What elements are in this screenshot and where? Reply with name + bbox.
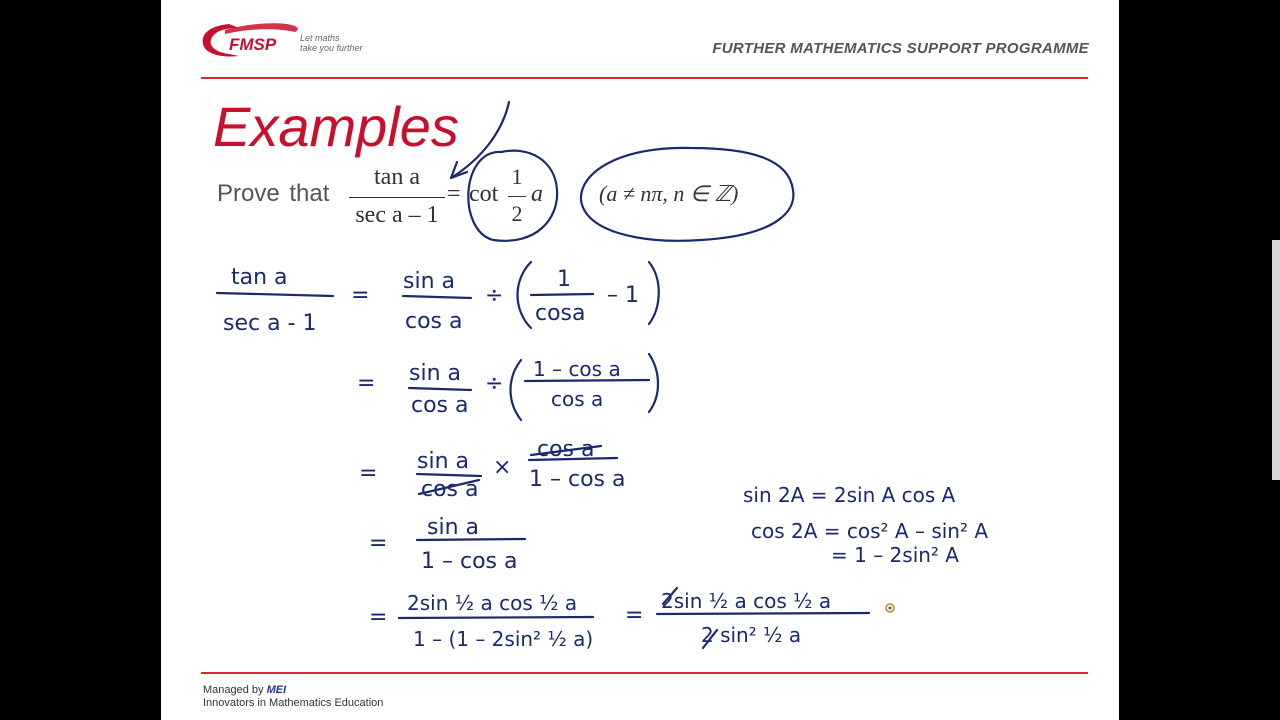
svg-text:=: = <box>625 603 644 628</box>
prove-label: Prove that <box>217 180 330 207</box>
l3-sin: sin a <box>417 449 469 474</box>
l1-cos: cos a <box>405 309 463 334</box>
condition-text: (a ≠ nπ, n ∈ ℤ) <box>599 181 739 206</box>
logo-tagline-1: Let maths <box>300 33 340 43</box>
rhs-half-numerator: 1 <box>511 164 523 189</box>
svg-text:=: = <box>369 605 388 630</box>
footer-managed <box>203 684 286 696</box>
svg-text:÷: ÷ <box>485 283 504 308</box>
l1-one: 1 <box>557 267 571 292</box>
svg-text:=: = <box>351 283 370 308</box>
svg-text:=: = <box>359 461 378 486</box>
l1-sin: sin a <box>403 269 455 294</box>
l3-den: 1 – cos a <box>529 467 626 492</box>
lhs-numerator: tan a <box>374 164 420 190</box>
l1-lhs-num: tan a <box>231 265 288 290</box>
l5-num: 2sin ½ a cos ½ a <box>407 591 578 615</box>
l1-minus-one: – 1 <box>607 283 639 308</box>
l3-cos: cos a <box>421 477 479 502</box>
circle-rhs-icon <box>468 151 557 241</box>
footer-rule <box>201 672 1088 674</box>
page-title: Examples <box>213 95 459 158</box>
circle-condition-icon <box>581 148 793 241</box>
svg-text:×: × <box>493 455 512 480</box>
equals-sign: = <box>447 181 461 207</box>
footer-innovators: Innovators in Mathematics Education <box>203 697 384 709</box>
l2-sin: sin a <box>409 361 461 386</box>
handwritten-working <box>161 0 1119 720</box>
svg-text:=: = <box>357 371 376 396</box>
l4-den: 1 – cos a <box>421 549 518 574</box>
l2-cos: cos a <box>411 393 469 418</box>
logo-tagline-2: take you further <box>300 43 363 53</box>
arrow-icon <box>451 102 509 178</box>
programme-title: FURTHER MATHEMATICS SUPPORT PROGRAMME <box>712 40 1089 57</box>
l6-den: 2 sin² ½ a <box>701 623 802 647</box>
l1-cosa: cosa <box>535 301 586 326</box>
svg-text:=: = <box>369 531 388 556</box>
l2-num: 1 – cos a <box>533 357 621 381</box>
l4-num: sin a <box>427 515 479 540</box>
rhs-variable: a <box>531 181 543 207</box>
managed-by-label: Managed by <box>203 684 264 696</box>
l2-den: cos a <box>551 387 604 411</box>
svg-text:÷: ÷ <box>485 371 504 396</box>
l1-lhs-den: sec a - 1 <box>223 311 317 336</box>
mei-logo: MEI <box>266 684 287 696</box>
identity-cos2a: cos 2A = cos² A – sin² A <box>751 519 989 543</box>
identity-sin2a: sin 2A = 2sin A cos A <box>743 483 956 507</box>
lhs-denominator: sec a – 1 <box>355 202 439 228</box>
slide <box>161 0 1119 720</box>
identity-cos2a-alt: = 1 – 2sin² A <box>831 543 959 567</box>
l3-num: cos a <box>537 437 595 462</box>
rhs-cot: cot <box>469 181 499 207</box>
logo-text: FMSP <box>229 35 277 54</box>
l6-num: 2sin ½ a cos ½ a <box>661 589 832 613</box>
rhs-half-denominator: 2 <box>511 201 523 226</box>
scrollbar[interactable] <box>1272 240 1280 480</box>
l5-den: 1 – (1 – 2sin² ½ a) <box>413 627 594 651</box>
